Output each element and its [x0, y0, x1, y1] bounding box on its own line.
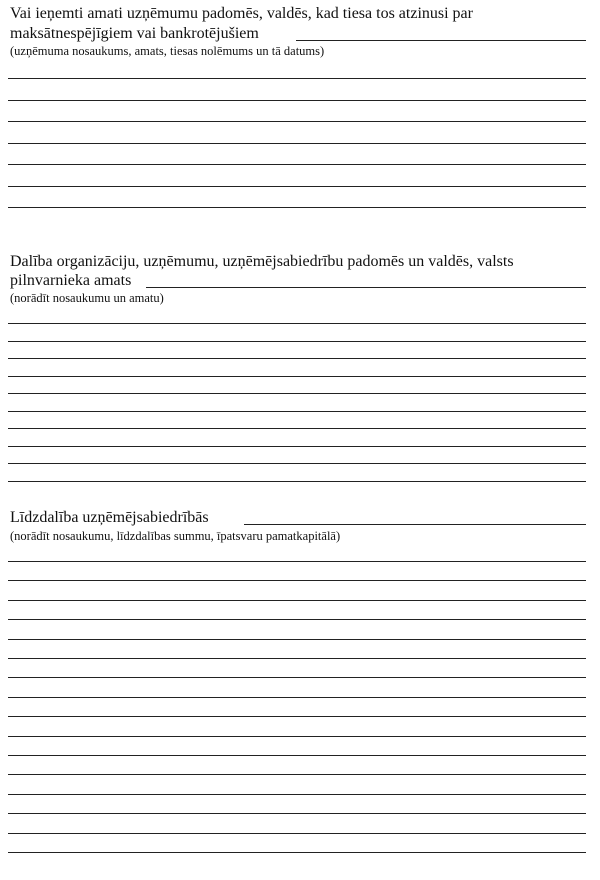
answer-line[interactable] [8, 186, 586, 187]
answer-line[interactable] [8, 121, 586, 122]
section3-inline-answer-line[interactable] [244, 524, 586, 525]
answer-line[interactable] [8, 143, 586, 144]
answer-line[interactable] [8, 393, 586, 394]
section1-question-line1: Vai ieņemti amati uzņēmumu padomēs, valdēs, kad tiesa tos atzinusi par [10, 5, 473, 22]
answer-line[interactable] [8, 658, 586, 659]
answer-line[interactable] [8, 207, 586, 208]
answer-line[interactable] [8, 716, 586, 717]
answer-line[interactable] [8, 358, 586, 359]
answer-line[interactable] [8, 736, 586, 737]
section2-inline-answer-line[interactable] [146, 287, 586, 288]
answer-line[interactable] [8, 446, 586, 447]
answer-line[interactable] [8, 697, 586, 698]
answer-line[interactable] [8, 481, 586, 482]
answer-line[interactable] [8, 164, 586, 165]
section1-question-line2: maksātnespējīgiem vai bankrotējušiem [10, 25, 259, 42]
answer-line[interactable] [8, 376, 586, 377]
answer-line[interactable] [8, 755, 586, 756]
answer-line[interactable] [8, 323, 586, 324]
answer-line[interactable] [8, 677, 586, 678]
section1-hint: (uzņēmuma nosaukums, amats, tiesas nolēmums un tā datums) [10, 44, 325, 58]
answer-line[interactable] [8, 833, 586, 834]
answer-line[interactable] [8, 341, 586, 342]
section1-inline-answer-line[interactable] [296, 40, 586, 41]
answer-line[interactable] [8, 852, 586, 853]
section3-question-line1: Līdzdalība uzņēmējsabiedrībās [10, 509, 209, 526]
answer-line[interactable] [8, 813, 586, 814]
answer-line[interactable] [8, 619, 586, 620]
answer-line[interactable] [8, 463, 586, 464]
answer-line[interactable] [8, 600, 586, 601]
section3-hint: (norādīt nosaukumu, līdzdalības summu, īpatsvaru pamatkapitālā) [10, 529, 341, 543]
answer-line[interactable] [8, 794, 586, 795]
answer-line[interactable] [8, 428, 586, 429]
answer-line[interactable] [8, 639, 586, 640]
answer-line[interactable] [8, 411, 586, 412]
answer-line[interactable] [8, 78, 586, 79]
answer-line[interactable] [8, 580, 586, 581]
answer-line[interactable] [8, 100, 586, 101]
answer-line[interactable] [8, 561, 586, 562]
section2-hint: (norādīt nosaukumu un amatu) [10, 291, 164, 305]
answer-line[interactable] [8, 774, 586, 775]
section2-question-line1: Dalība organizāciju, uzņēmumu, uzņēmējsabiedrību padomēs un valdēs, valsts [10, 253, 514, 270]
section2-question-line2: pilnvarnieka amats [10, 272, 132, 289]
